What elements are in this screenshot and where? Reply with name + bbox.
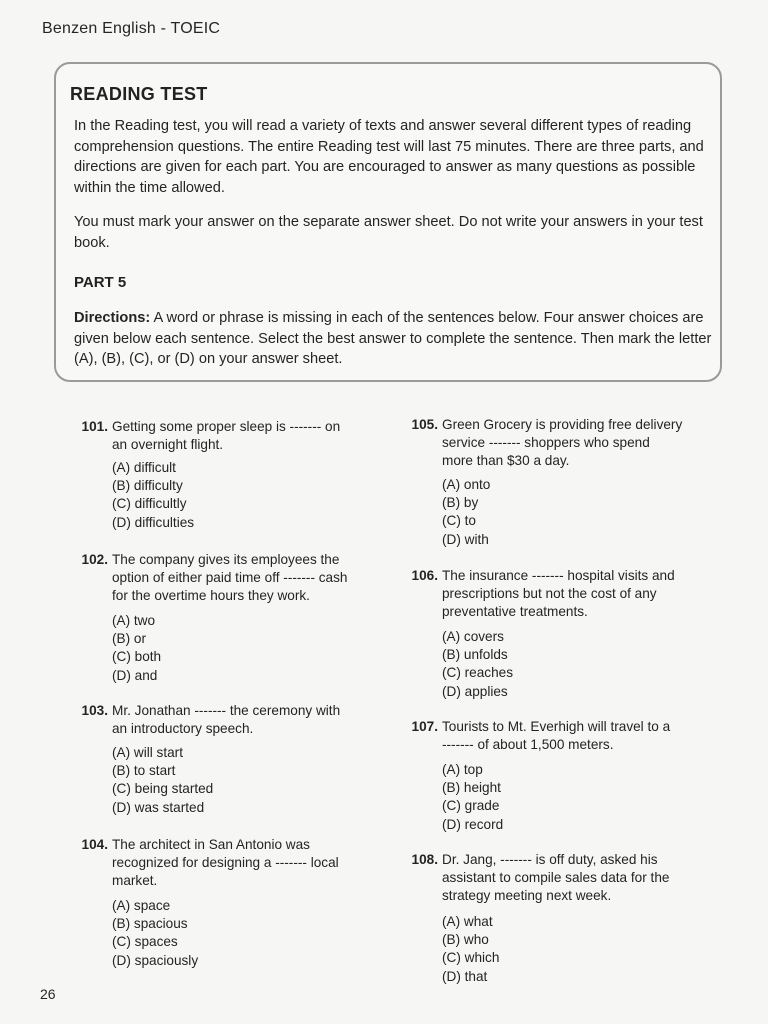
option-a[interactable]: (A) space — [112, 898, 171, 913]
question-stem — [442, 718, 670, 754]
option-b[interactable]: (B) by — [442, 495, 479, 511]
reading-test-instructions-box — [54, 62, 722, 382]
stem-line: service ------- shoppers who spend — [442, 435, 650, 451]
option-c[interactable]: (C) grade — [442, 798, 500, 814]
option-a[interactable]: (A) top — [442, 762, 483, 777]
option-a[interactable]: (A) will start — [112, 745, 183, 760]
stem-line: option of either paid time off ------- cash — [112, 570, 348, 586]
stem-line: an introductory speech. — [112, 721, 254, 737]
option-c[interactable]: (C) both — [112, 649, 162, 665]
stem-line: Dr. Jang, ------- is off duty, asked his — [442, 852, 658, 867]
question-stem — [442, 851, 669, 906]
answer-options — [442, 913, 499, 986]
stem-line: The company gives its employees the — [112, 552, 340, 567]
answer-options — [112, 744, 213, 817]
option-d[interactable]: (D) with — [442, 531, 489, 547]
question-number: 108. — [411, 852, 438, 867]
section-title: READING TEST — [70, 84, 208, 104]
stem-line: assistant to compile sales data for the — [442, 870, 670, 886]
answer-options — [442, 628, 513, 701]
question-number: 101. — [81, 419, 108, 434]
option-c[interactable]: (C) which — [442, 950, 500, 966]
option-b[interactable]: (B) height — [442, 780, 501, 796]
stem-line: Getting some proper sleep is ------- on — [112, 419, 341, 434]
option-a[interactable]: (A) two — [112, 613, 156, 628]
option-a[interactable]: (A) difficult — [112, 460, 176, 475]
stem-line: strategy meeting next week. — [442, 888, 612, 904]
intro-paragraph: In the Reading test, you will read a variety of texts and answer several different types of reading comprehension questions. The entire Reading test will last 75 minutes. There are three parts, and directions are given for each part. You are encouraged to answer as many questions as possible within the time allowed. — [74, 118, 704, 196]
question-stem — [112, 702, 340, 738]
stem-line: Green Grocery is providing free delivery — [442, 417, 683, 432]
option-d[interactable]: (D) record — [442, 816, 504, 832]
option-c[interactable]: (C) to — [442, 513, 476, 529]
stem-line: an overnight flight. — [112, 437, 224, 453]
question-number: 107. — [411, 719, 438, 734]
stem-line: prescriptions but not the cost of any — [442, 586, 657, 602]
option-d[interactable]: (D) and — [112, 667, 158, 683]
stem-line: Tourists to Mt. Everhigh will travel to a — [442, 719, 671, 734]
part-title: PART 5 — [74, 274, 127, 291]
page-number: 26 — [40, 986, 56, 1002]
option-d[interactable]: (D) that — [442, 968, 488, 984]
stem-line: The architect in San Antonio was — [112, 837, 310, 852]
question-stem — [112, 551, 347, 606]
option-a[interactable]: (A) covers — [442, 629, 504, 644]
directions-text: A word or phrase is missing in each of the sentences below. Four answer choices are given below each sentence. Select the best answer to complete the sentence. Then mark the letter (A), (B), (C), or (D) on your answer sheet. — [74, 310, 712, 367]
option-b[interactable]: (B) to start — [112, 763, 176, 779]
question-stem — [442, 416, 682, 471]
answer-options — [112, 612, 161, 685]
option-c[interactable]: (C) reaches — [442, 665, 514, 681]
stem-line: more than $30 a day. — [442, 453, 570, 469]
option-b[interactable]: (B) or — [112, 631, 146, 647]
directions-paragraph — [74, 308, 716, 370]
question-number: 103. — [81, 703, 108, 718]
option-d[interactable]: (D) difficulties — [112, 514, 195, 530]
option-d[interactable]: (D) applies — [442, 683, 508, 699]
option-a[interactable]: (A) onto — [442, 477, 491, 492]
answer-options — [442, 761, 503, 834]
stem-line: recognized for designing a ------- local — [112, 855, 339, 871]
option-b[interactable]: (B) difficulty — [112, 478, 183, 494]
stem-line: Mr. Jonathan ------- the ceremony with — [112, 703, 341, 718]
option-b[interactable]: (B) unfolds — [442, 647, 508, 663]
question-number: 104. — [81, 837, 108, 852]
stem-line: for the overtime hours they work. — [112, 588, 310, 604]
option-c[interactable]: (C) being started — [112, 781, 214, 797]
answer-options — [442, 476, 490, 549]
stem-line: ------- of about 1,500 meters. — [442, 737, 614, 753]
question-stem — [112, 836, 339, 891]
answer-sheet-instruction: You must mark your answer on the separate answer sheet. Do not write your answers in your test book. — [74, 214, 703, 251]
option-b[interactable]: (B) spacious — [112, 916, 188, 932]
question-number: 106. — [411, 568, 438, 583]
option-b[interactable]: (B) who — [442, 932, 489, 948]
option-d[interactable]: (D) was started — [112, 799, 205, 815]
question-number: 102. — [81, 552, 108, 567]
question-stem — [442, 567, 675, 622]
option-d[interactable]: (D) spaciously — [112, 952, 199, 968]
answer-options — [112, 459, 194, 532]
question-stem — [112, 418, 340, 454]
directions-label: Directions: — [74, 310, 151, 326]
page-header: Benzen English - TOEIC — [42, 20, 221, 37]
option-a[interactable]: (A) what — [442, 914, 493, 929]
option-c[interactable]: (C) difficultly — [112, 496, 187, 512]
stem-line: market. — [112, 873, 158, 889]
stem-line: The insurance ------- hospital visits and — [442, 568, 675, 583]
question-number: 105. — [411, 417, 438, 432]
stem-line: preventative treatments. — [442, 604, 588, 620]
answer-options — [112, 897, 198, 970]
option-c[interactable]: (C) spaces — [112, 934, 178, 950]
